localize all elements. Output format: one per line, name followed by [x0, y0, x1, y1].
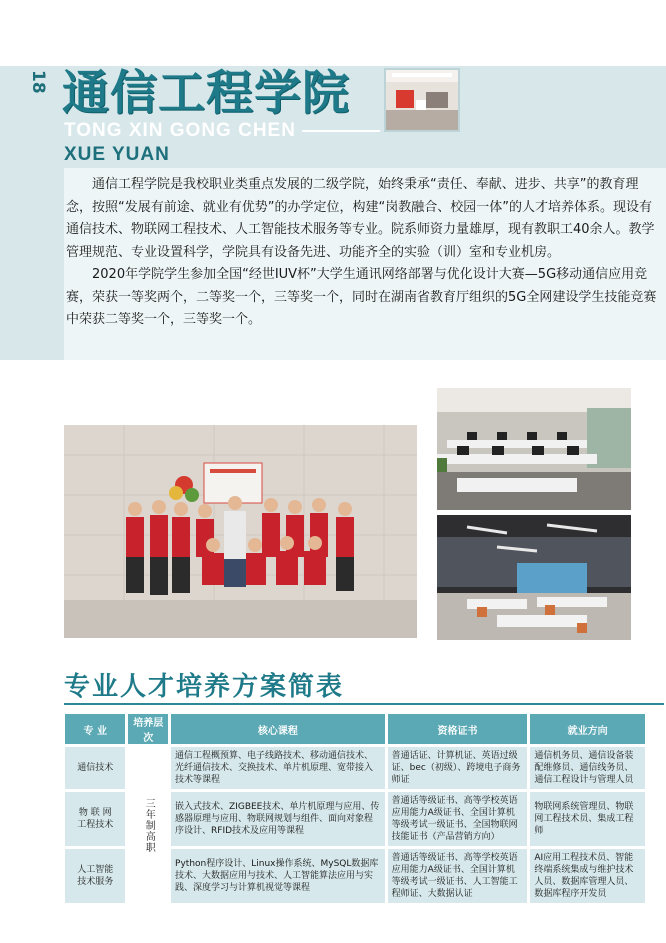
- office-photo-1: [437, 388, 631, 510]
- team-group-photo: [64, 425, 417, 638]
- table-title: 专业人才培养方案简表: [64, 672, 345, 702]
- table-row: [65, 747, 645, 789]
- office-photo-2: [437, 515, 631, 640]
- column-header-major: 专 业: [65, 714, 125, 744]
- level-cell: 三年制高职: [128, 747, 168, 903]
- courses-cell: 通信工程概预算、电子线路技术、移动通信技术、光纤通信技术、交换技术、单片机原理、宽带接入技术等课程: [171, 747, 385, 789]
- courses-cell: 嵌入式技术、ZIGBEE技术、单片机原理与应用、传感器原理与应用、物联网规划与组件、面向对象程序设计、RFID技术及应用等课程: [171, 792, 385, 846]
- page-number: 18: [28, 70, 48, 94]
- title-pinyin-line2: XUE YUAN: [64, 144, 170, 165]
- courses-cell: Python程序设计、Linux操作系统、MySQL数据库技术、大数据应用与技术、人工智能算法应用与实践、深度学习与计算机视觉等课程: [171, 849, 385, 903]
- certificates-cell: 普通话证、计算机证、英语过级证、bec（初级）、跨境电子商务师证: [388, 747, 528, 789]
- major-cell: 通信技术: [65, 747, 125, 789]
- certificates-cell: 普通话等级证书、高等学校英语应用能力A级证书、全国计算机等级考试一级证书、全国物联网技能证书（产品营销方向）: [388, 792, 528, 846]
- major-cell: 物 联 网 工程技术: [65, 792, 125, 846]
- lobby-photo: [384, 68, 460, 132]
- intro-paragraph-1: 通信工程学院是我校职业类重点发展的二级学院，始终秉承“责任、奉献、进步、共享”的教育理念，按照“发展有前途、就业有优势”的办学定位，构建“岗教融合、校园一体”的人才培养体系。现设有通信技术、物联网工程技术、人工智能技术服务等专业。院系师资力量雄厚，现有教职工40余人。教学管理规范、专业设置科学，学院具有设备先进、功能齐全的实验（训）室和专业机房。: [66, 177, 655, 260]
- training-plan-table: [62, 711, 648, 906]
- certificates-cell: 普通话等级证书、高等学校英语应用能力A级证书、全国计算机等级考试一级证书、人工智能工程师证、大数据认证: [388, 849, 528, 903]
- intro-paragraph-2: 2020年学院学生参加全国“经世IUV杯”大学生通讯网络部署与优化设计大赛—5G移动通信应用竞赛，荣获一等奖两个，二等奖一个，三等奖一个，同时在湖南省教育厅组织的5G全网建设学生技能竞赛中荣获二等奖一个，三等奖一个。: [66, 267, 657, 327]
- column-header-certificates: 资格证书: [388, 714, 528, 744]
- page-title: 通信工程学院: [62, 66, 350, 121]
- careers-cell: AI应用工程技术员、智能终端系统集成与维护技术人员、数据库管理人员、数据库程序开发员: [530, 849, 645, 903]
- column-header-courses: 核心课程: [171, 714, 385, 744]
- major-cell: 人工智能 技术服务: [65, 849, 125, 903]
- column-header-careers: 就业方向: [530, 714, 645, 744]
- title-pinyin-line1: TONG XIN GONG CHEN: [64, 120, 296, 141]
- careers-cell: 通信机务员、通信设备装配维修员、通信线务员、通信工程设计与管理人员: [530, 747, 645, 789]
- table-title-rule: [64, 703, 664, 705]
- column-header-level: 培养层次: [128, 714, 168, 744]
- title-divider: [302, 130, 380, 132]
- careers-cell: 物联网系统管理员、物联网工程技术员、集成工程师: [530, 792, 645, 846]
- intro-text: [66, 174, 660, 332]
